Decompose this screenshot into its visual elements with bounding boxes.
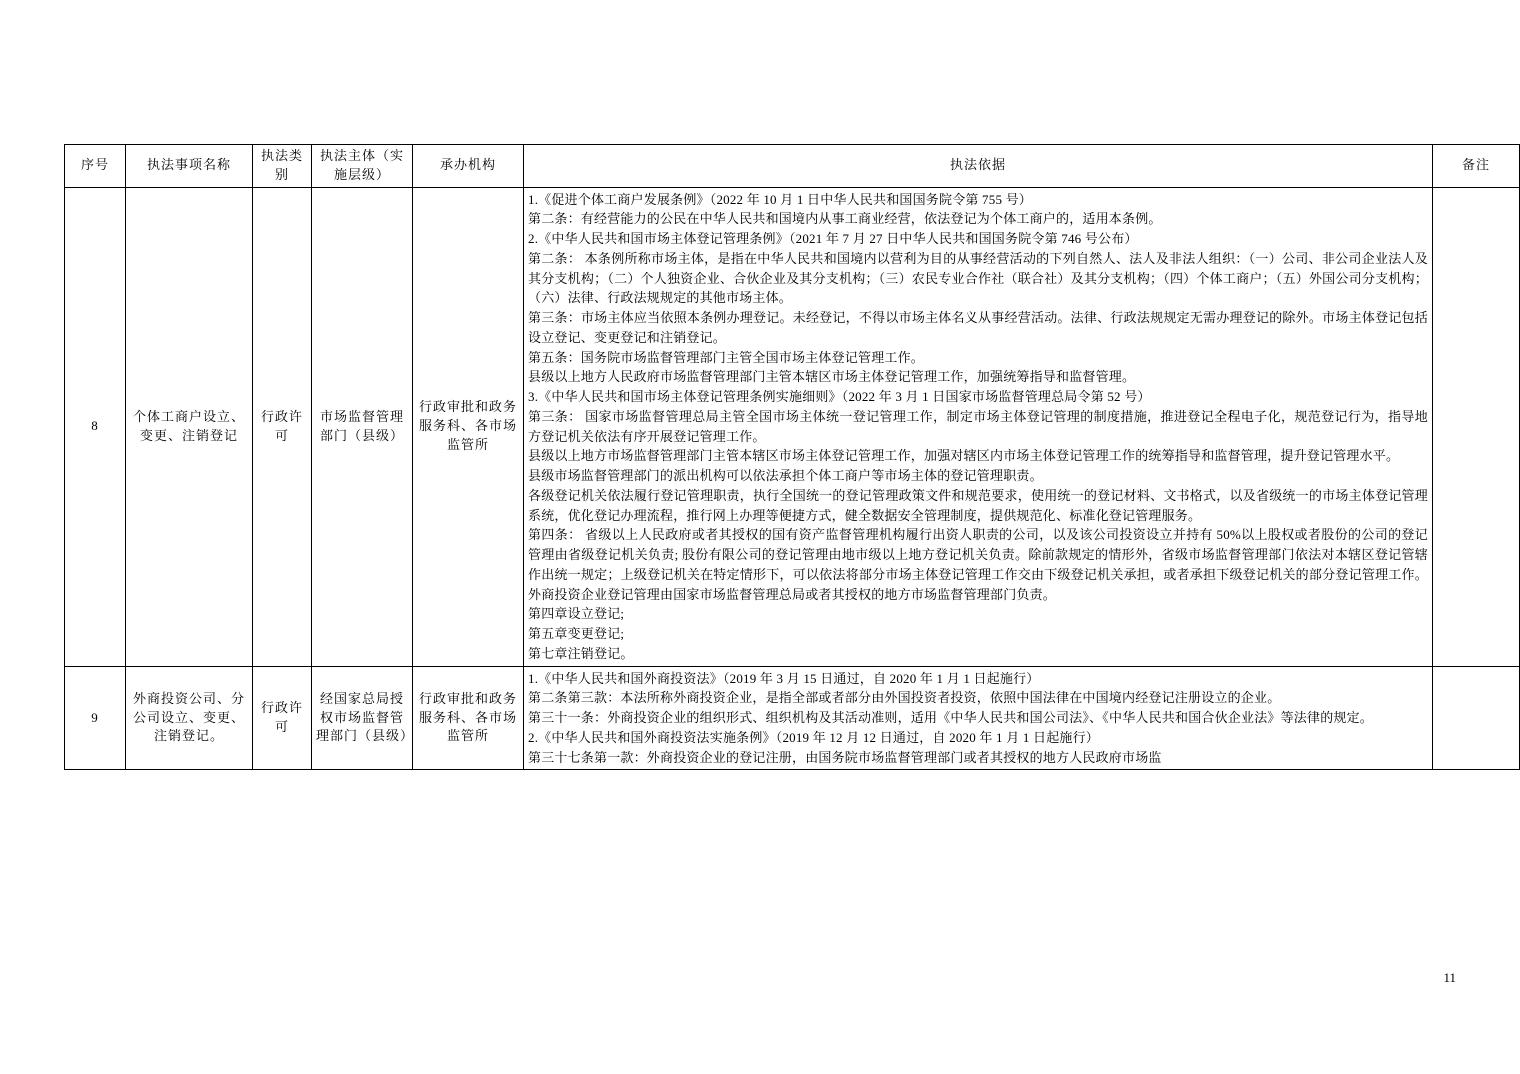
cell-item-name: 个体工商户设立、变更、注销登记 <box>126 187 253 666</box>
table-header-row <box>65 145 1520 188</box>
cell-basis <box>524 187 1433 666</box>
cell-category: 行政许可 <box>253 187 312 666</box>
page-number: 11 <box>1443 970 1456 985</box>
column-header-subject: 执法主体（实施层级） <box>312 145 413 188</box>
basis-paragraph: 第四章设立登记; <box>528 606 625 622</box>
cell-subject: 市场监督管理部门（县级） <box>312 187 413 666</box>
cell-organization: 行政审批和政务服务科、各市场监管所 <box>413 666 524 770</box>
enforcement-items-table <box>64 144 1520 770</box>
basis-paragraph: 2.《中华人民共和国市场主体登记管理条例》（2021 年 7 月 27 日中华人民共和国国务院令第 746 号公布） <box>528 231 1138 247</box>
basis-paragraph: 1.《中华人民共和国外商投资法》（2019 年 3 月 15 日通过，自 2020 年 1 月 1 日起施行） <box>528 670 1040 686</box>
column-header-item-name: 执法事项名称 <box>126 145 253 188</box>
basis-paragraph: 第二条第三款：本法所称外商投资企业，是指全部或者部分由外国投资者投资，依照中国法律在中国境内经登记注册设立的企业。 <box>528 690 1281 706</box>
cell-item-name: 外商投资公司、分公司设立、变更、注销登记。 <box>126 666 253 770</box>
basis-paragraph: 第五章变更登记; <box>528 626 625 642</box>
column-header-remark: 备注 <box>1433 145 1520 188</box>
column-header-seq: 序号 <box>65 145 126 188</box>
basis-paragraph: 1.《促进个体工商户发展条例》（2022 年 10 月 1 日中华人民共和国国务院令第 755 号） <box>528 191 1033 207</box>
basis-paragraph: 第五条：国务院市场监督管理部门主管全国市场主体登记管理工作。 <box>528 349 925 365</box>
basis-paragraph: 县级以上地方市场监督管理部门主管本辖区市场主体登记管理工作，加强对辖区内市场主体登记管理工作的统筹指导和监督管理，提升登记管理水平。 <box>528 448 1400 464</box>
table-row <box>65 187 1520 666</box>
basis-paragraph: 2.《中华人民共和国外商投资法实施条例》（2019 年 12 月 12 日通过，自 2020 年 1 月 1 日起施行） <box>528 729 1100 745</box>
table-row <box>65 666 1520 770</box>
cell-seq: 8 <box>65 187 126 666</box>
column-header-basis: 执法依据 <box>524 145 1433 188</box>
basis-paragraph: 县级以上地方人民政府市场监督管理部门主管本辖区市场主体登记管理工作，加强统筹指导和监督管理。 <box>528 369 1136 385</box>
cell-category: 行政许可 <box>253 666 312 770</box>
basis-paragraph: 第三十七条第一款：外商投资企业的登记注册，由国务院市场监督管理部门或者其授权的地方人民政府市场监 <box>528 749 1162 765</box>
column-header-organization: 承办机构 <box>413 145 524 188</box>
basis-paragraph: 3.《中华人民共和国市场主体登记管理条例实施细则》（2022 年 3 月 1 日国家市场监督管理总局令第 52 号） <box>528 389 1151 405</box>
cell-seq: 9 <box>65 666 126 770</box>
basis-paragraph: 第二条： 本条例所称市场主体，是指在中华人民共和国境内以营利为目的从事经营活动的下列自然人、法人及非法人组织：（一）公司、非公司企业法人及其分支机构；（二）个人独资企业、合伙企业及其分支机构；（三）农民专业合作社（联合社）及其分支机构；（四）个体工商户；（五）外国公司分支机构；（六）法律、行政法规规定的其他市场主体。 <box>528 250 1428 306</box>
cell-remark <box>1433 187 1520 666</box>
basis-paragraph: 第七章注销登记。 <box>528 645 634 661</box>
basis-paragraph: 县级市场监督管理部门的派出机构可以依法承担个体工商户等市场主体的登记管理职责。 <box>528 468 1043 484</box>
basis-paragraph: 第三十一条：外商投资企业的组织形式、组织机构及其活动准则，适用《中华人民共和国公司法》、《中华人民共和国合伙企业法》等法律的规定。 <box>528 710 1374 726</box>
cell-remark <box>1433 666 1520 770</box>
table-body <box>65 187 1520 770</box>
basis-paragraph: 第二条：有经营能力的公民在中华人民共和国境内从事工商业经营，依法登记为个体工商户的，适用本条例。 <box>528 211 1162 227</box>
column-header-category: 执法类别 <box>253 145 312 188</box>
basis-paragraph: 第三条： 国家市场监督管理总局主管全国市场主体统一登记管理工作，制定市场主体登记管理的制度措施，推进登记全程电子化，规范登记行为，指导地方登记机关依法有序开展登记管理工作。 <box>528 408 1428 444</box>
table-header <box>65 145 1520 188</box>
cell-basis <box>524 666 1433 770</box>
basis-paragraph: 第四条： 省级以上人民政府或者其授权的国有资产监督管理机构履行出资人职责的公司，以及该公司投资设立并持有 50%以上股权或者股份的公司的登记管理由省级登记机关负责; 股份有限公司的登记管理由地市级以上地方登记机关负责。除前款规定的情形外，省级市场监督管理部门依法对本辖区登记管辖作出统一规定；上级登记机关在特定情形下，可以依法将部分市场主体登记管理工作交由下级登记机关承担，或者承担下级登记机关的部分登记管理工作。外商投资企业登记管理由国家市场监督管理总局或者其授权的地方市场监督管理部门负责。 <box>528 527 1428 602</box>
basis-paragraph: 第三条：市场主体应当依照本条例办理登记。未经登记，不得以市场主体名义从事经营活动。法律、行政法规规定无需办理登记的除外。市场主体登记包括设立登记、变更登记和注销登记。 <box>528 310 1428 345</box>
cell-subject: 经国家总局授权市场监督管理部门（县级） <box>312 666 413 770</box>
basis-paragraph: 各级登记机关依法履行登记管理职责，执行全国统一的登记管理政策文件和规范要求，使用统一的登记材料、文书格式，以及省级统一的市场主体登记管理系统，优化登记办理流程，推行网上办理等便捷方式，健全数据安全管理制度，提供规范化、标准化登记管理服务。 <box>528 487 1428 523</box>
cell-organization: 行政审批和政务服务科、各市场监管所 <box>413 187 524 666</box>
